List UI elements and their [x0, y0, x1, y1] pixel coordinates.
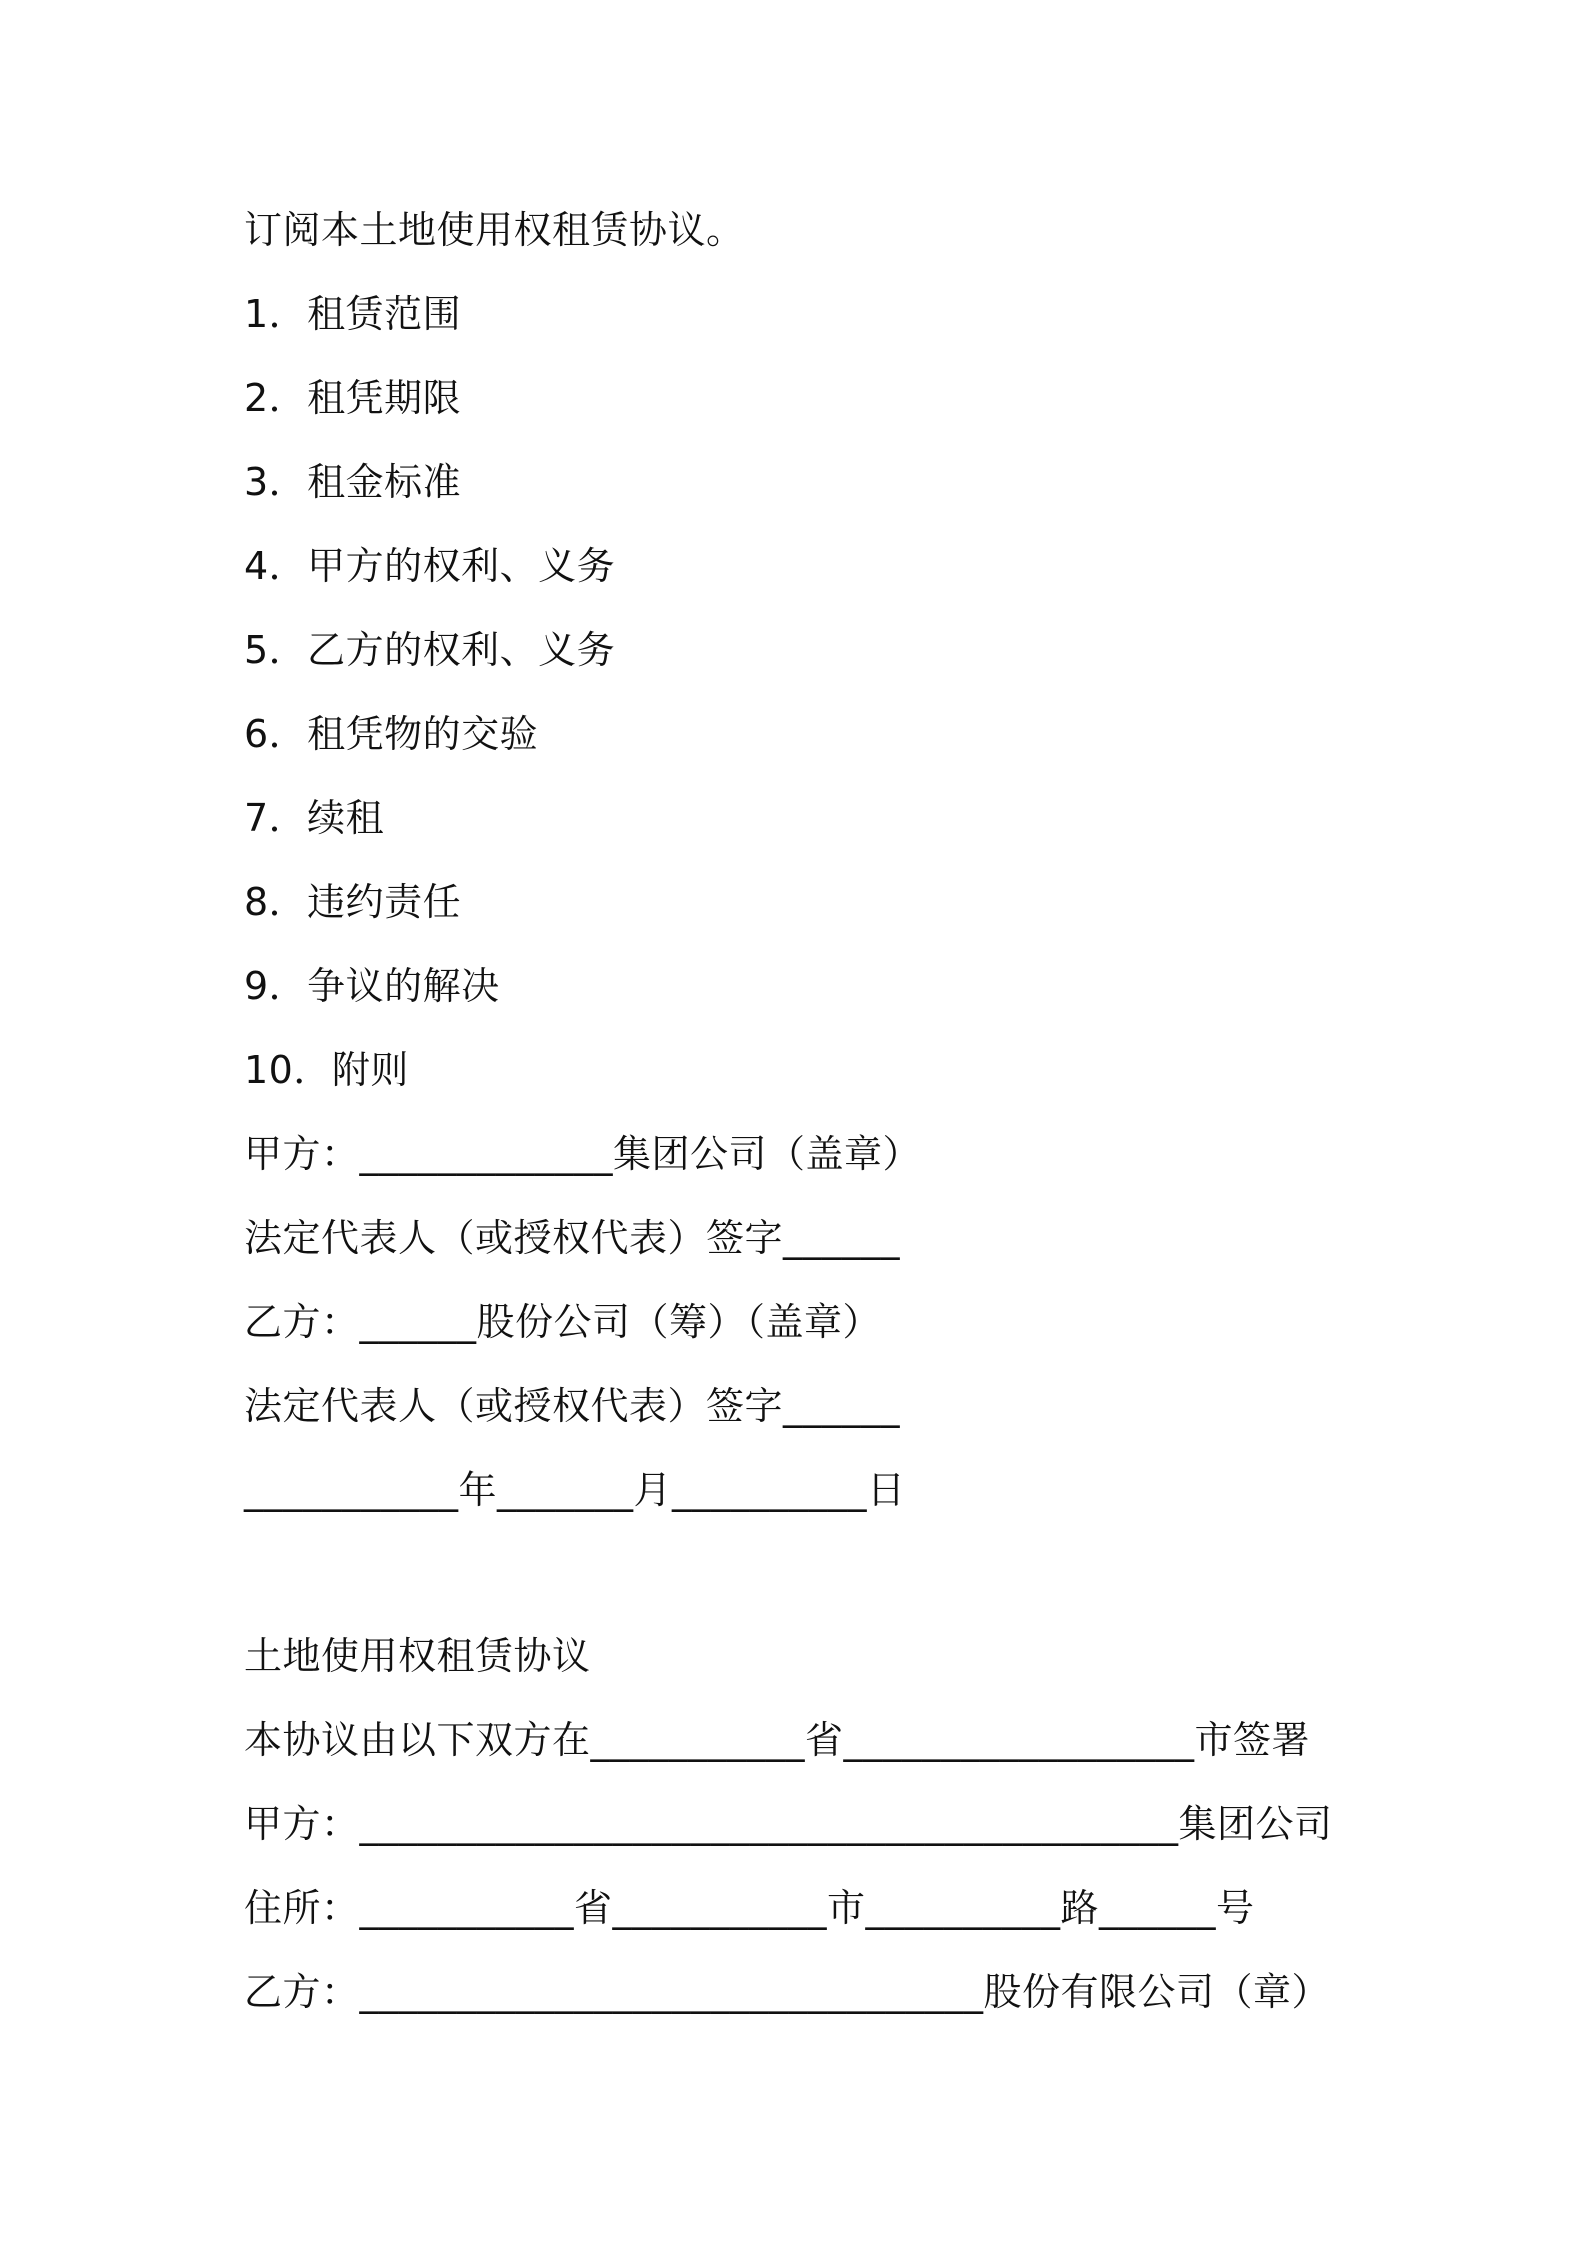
signing-location-line: 本协议由以下双方在___________省__________________市签署 — [244, 1718, 1311, 1762]
list-item: 9．争议的解决 — [244, 964, 500, 1008]
list-item: 4．甲方的权利、义务 — [244, 544, 616, 588]
list-item: 5．乙方的权利、义务 — [244, 628, 616, 672]
party-b-signature-line: 乙方：______股份公司（筹）（盖章） — [244, 1300, 882, 1344]
list-item: 3．租金标准 — [244, 460, 462, 504]
agreement-title: 土地使用权租赁协议 — [244, 1634, 591, 1678]
list-item: 1．租赁范围 — [244, 292, 462, 336]
party-a-signature-line: 甲方：_____________集团公司（盖章） — [244, 1132, 922, 1176]
party-b-line: 乙方：________________________________股份有限公司（章） — [244, 1970, 1331, 2014]
legal-rep-signature-line: 法定代表人（或授权代表）签字______ — [244, 1384, 901, 1428]
intro-text: 订阅本土地使用权租赁协议。 — [244, 208, 745, 252]
list-item: 7．续租 — [244, 796, 385, 840]
party-a-line: 甲方：__________________________________________集团公司 — [244, 1802, 1333, 1846]
list-item: 10．附则 — [244, 1048, 409, 1092]
date-line: ___________年_______月__________日 — [244, 1468, 906, 1512]
list-item: 8．违约责任 — [244, 880, 462, 924]
list-item: 2．租凭期限 — [244, 376, 462, 420]
address-line: 住所：___________省___________市__________路______号 — [244, 1886, 1255, 1930]
legal-rep-signature-line: 法定代表人（或授权代表）签字______ — [244, 1216, 901, 1260]
list-item: 6．租凭物的交验 — [244, 712, 539, 756]
